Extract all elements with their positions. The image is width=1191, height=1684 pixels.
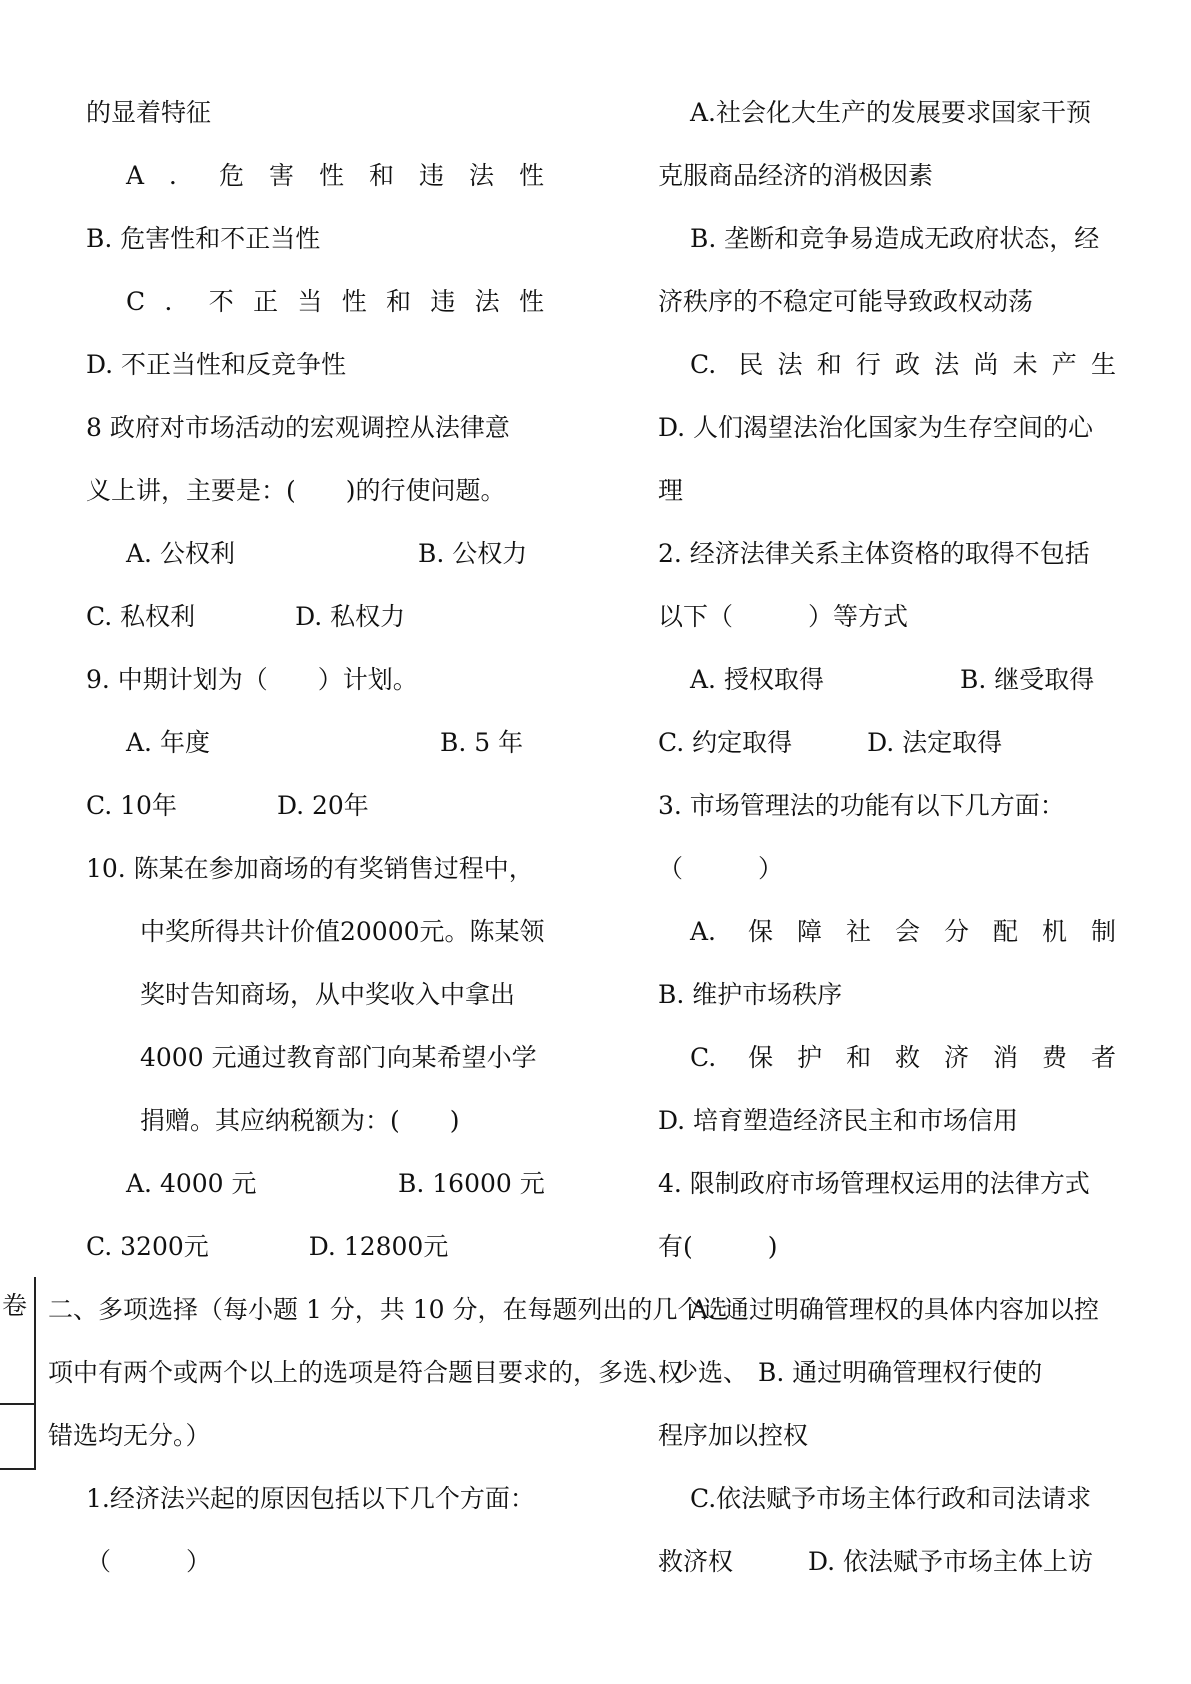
question-9-option-b: B. 5 年: [440, 728, 524, 757]
mc-question-3-option-b: B. 维护市场秩序: [658, 980, 843, 1009]
question-9-stem: 9. 中期计划为（ ）计划。: [86, 665, 418, 694]
question-10-options-cd: C. 3200元 D. 12800元: [86, 1232, 449, 1261]
question-9-options-cd: C. 10年 D. 20年: [86, 791, 369, 820]
question-7-option-a: A．危害性和违法性: [126, 161, 544, 190]
mc-question-3-option-c: C. 保护和救济消费者: [690, 1043, 1116, 1072]
section-2-heading-line-1: 二、多项选择（每小题 1 分，共 10 分，在每题列出的几个选: [48, 1295, 728, 1324]
mc-question-2-option-b: B. 继受取得: [960, 665, 1095, 694]
mc-question-4-option-c: C.依法赋予市场主体行政和司法请求: [690, 1484, 1092, 1513]
mc-question-4-option-c-d: 救济权 D. 依法赋予市场主体上访: [658, 1547, 1094, 1576]
question-10-option-a: A. 4000 元: [126, 1169, 257, 1198]
mc-question-4-option-a-b: 权 B. 通过明确管理权行使的: [658, 1358, 1043, 1387]
mc-question-3-stem: 3. 市场管理法的功能有以下几方面：: [658, 791, 1065, 820]
mc-question-4-stem-line-2: 有( ): [658, 1232, 778, 1261]
question-7-option-b: B. 危害性和不正当性: [86, 224, 321, 253]
question-8-option-a: A. 公权利: [126, 539, 235, 568]
question-8-stem-line-1: 8 政府对市场活动的宏观调控从法律意: [86, 413, 510, 442]
question-10-stem-line-4: 4000 元通过教育部门向某希望小学: [140, 1043, 537, 1072]
mc-question-2-options-cd: C. 约定取得 D. 法定取得: [658, 728, 1003, 757]
mc-question-2-stem-line-2: 以下（ ）等方式: [658, 602, 909, 631]
question-7-option-c: C．不正当性和违法性: [126, 287, 544, 316]
question-7-stem-end: 的显着特征: [86, 98, 212, 127]
question-8-options-cd: C. 私权利 D. 私权力: [86, 602, 406, 631]
mc-question-2-option-a: A. 授权取得: [690, 665, 824, 694]
mc-question-4-option-a: A. 通过明确管理权的具体内容加以控: [690, 1295, 1099, 1324]
side-label: 卷: [2, 1291, 28, 1320]
question-8-stem-line-2: 义上讲，主要是：( )的行使问题。: [86, 476, 506, 505]
section-2-heading-line-3: 错选均无分。）: [48, 1421, 211, 1450]
question-10-stem-line-2: 中奖所得共计价值20000元。陈某领: [140, 917, 545, 946]
mc-question-1-option-d-line-2: 理: [658, 476, 684, 505]
mc-question-3-option-a: A. 保障社会分配机制: [690, 917, 1116, 946]
score-box-divider: [0, 1403, 34, 1405]
mc-question-3-blank: （ ）: [658, 854, 784, 883]
mc-question-2-stem-line-1: 2. 经济法律关系主体资格的取得不包括: [658, 539, 1090, 568]
mc-question-4-stem-line-1: 4. 限制政府市场管理权运用的法律方式: [658, 1169, 1090, 1198]
mc-question-1-blank: （ ）: [86, 1547, 212, 1576]
mc-question-1-option-a-line-2: 克服商品经济的消极因素: [658, 161, 934, 190]
mc-question-4-option-b-end: 程序加以控权: [658, 1421, 809, 1450]
question-10-stem-line-1: 10. 陈某在参加商场的有奖销售过程中，: [86, 854, 534, 883]
mc-question-1-option-a-line-1: A.社会化大生产的发展要求国家干预: [690, 98, 1092, 127]
score-box: [0, 1277, 36, 1470]
question-7-option-d: D. 不正当性和反竞争性: [86, 350, 347, 379]
mc-question-1-option-b-line-1: B. 垄断和竞争易造成无政府状态，经: [690, 224, 1100, 253]
mc-question-3-option-d: D. 培育塑造经济民主和市场信用: [658, 1106, 1019, 1135]
question-10-option-b: B. 16000 元: [398, 1169, 545, 1198]
section-2-heading-line-2: 项中有两个或两个以上的选项是符合题目要求的，多选、少选、: [48, 1358, 749, 1387]
question-10-stem-line-3: 奖时告知商场，从中奖收入中拿出: [140, 980, 516, 1009]
mc-question-1-option-c: C. 民法和行政法尚未产生: [690, 350, 1116, 379]
question-8-option-b: B. 公权力: [418, 539, 528, 568]
question-9-option-a: A. 年度: [126, 728, 210, 757]
mc-question-1-option-b-line-2: 济秩序的不稳定可能导致政权动荡: [658, 287, 1034, 316]
mc-question-1-stem: 1.经济法兴起的原因包括以下几个方面：: [86, 1484, 535, 1513]
question-10-stem-line-5: 捐赠。其应纳税额为：( ): [140, 1106, 460, 1135]
mc-question-1-option-d-line-1: D. 人们渴望法治化国家为生存空间的心: [658, 413, 1094, 442]
